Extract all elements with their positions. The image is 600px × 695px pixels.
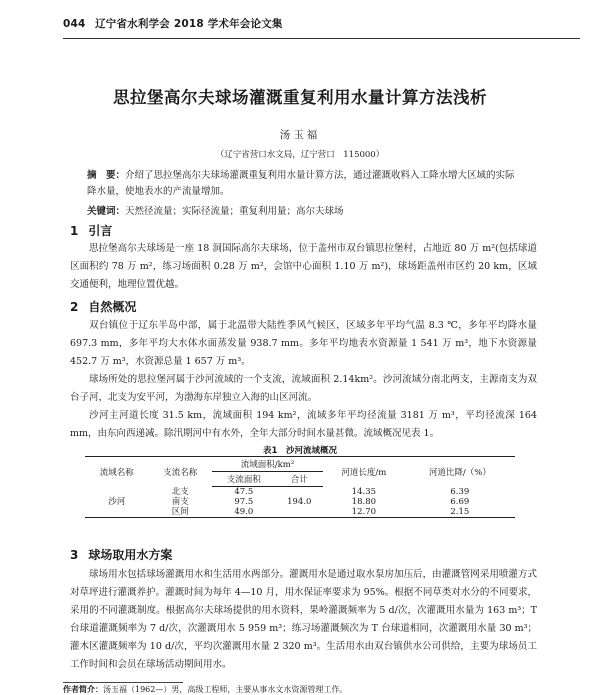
table-row xyxy=(85,487,515,498)
area-total-cell: 194.0 xyxy=(287,497,312,507)
section-title: 自然概况 xyxy=(88,300,137,314)
running-header xyxy=(63,16,580,39)
paragraph-river: 球场所处的思拉堡河属于沙河流域的一个支流，流域面积 2.14km²。沙河流域分南北两支，主源南支为双台子河，北支为安平河，为渤海东岸独立入海的山区河流。 xyxy=(70,374,537,403)
section-heading-intro xyxy=(70,222,112,239)
section-number: 2 xyxy=(70,300,79,314)
slope-cell: 6.69 xyxy=(450,497,470,507)
section-title: 引言 xyxy=(88,224,113,238)
author-affiliation: （辽宁省营口水文局，辽宁营口 115000） xyxy=(215,150,385,160)
basin-name-cell: 沙河 xyxy=(108,496,126,507)
area-cell: 47.5 xyxy=(234,487,254,497)
col-header-area: 流域面积/km² xyxy=(212,457,323,472)
length-cell: 18.80 xyxy=(351,497,377,507)
col-header-area-sub: 支流面积 xyxy=(212,472,276,487)
col-header-area-total: 合计 xyxy=(276,472,323,487)
paper-title: 思拉堡高尔夫球场灌溉重复利用水量计算方法浅析 xyxy=(113,88,487,107)
paragraph-intro: 思拉堡高尔夫球场是一座 18 洞国际高尔夫球场，位于盖州市双台镇思拉堡村，占地近 80 万 m²(包括球道区面积约 78 万 m²，练习场面积 0.28 万 m²，会馆中心面积 1.10 万 m²)，球场距盖州市区约 20 km，区域交通便利，地理位置优越。 xyxy=(70,243,537,290)
footnote-label: 作者简介： xyxy=(63,685,103,694)
basin-table xyxy=(85,456,515,518)
area-cell: 97.5 xyxy=(234,497,254,507)
keywords-text: 天然径流量；实际径流量；重复利用量；高尔夫球场 xyxy=(125,206,344,217)
section-number: 1 xyxy=(70,224,79,238)
abstract xyxy=(87,168,523,200)
branch-cell: 区间 xyxy=(171,507,189,517)
col-header-branch: 支流名称 xyxy=(163,467,198,478)
col-header-slope: 河道比降/（%） xyxy=(428,467,491,478)
slope-cell: 2.15 xyxy=(450,507,470,517)
section-heading-nature xyxy=(70,298,136,315)
length-cell: 12.70 xyxy=(351,507,377,517)
section-title: 球场取用水方案 xyxy=(88,548,173,562)
paragraph-mainstream: 沙河主河道长度 31.5 km，流域面积 194 km²，流域多年平均径流量 3181 万 m³，平均径流深 164 mm，由东向西递减。除汛期河中有水外，全年大部分时间水量甚微。流域概况见表 1。 xyxy=(70,410,537,439)
table-caption: 表1 沙河流域概况 xyxy=(263,446,337,456)
branch-cell: 北支 xyxy=(171,486,189,497)
slope-cell: 6.39 xyxy=(450,486,470,497)
length-cell: 14.35 xyxy=(351,486,377,497)
paragraph-water-plan: 球场用水包括球场灌溉用水和生活用水两部分。灌溉用水是通过取水泵房加压后，由灌溉管网采用喷灌方式对草坪进行灌溉养护。灌溉时间为每年 4—10 月，用水保证率要求为 95%。根据不同草类对水分的不同要求，采用的不同灌溉制度。根据高尔夫球场提供的用水资料，果岭灌溉频率为 5 d/次，次灌溉用水量为 163 m³；T 台球道灌溉频率为 7 d/次，次灌溉用水 5 959 m³；练习场灌溉频次为 T 台球道相同，次灌溉用水量 30 m³；灌木区灌溉频率为 10 d/次，平均次灌溉用水量 2 320 m³。生活用水由双台镇供水公司供给，主要为球场员工工作时间和会员在球场活动期间用水。 xyxy=(70,569,537,670)
abstract-label: 摘 要： xyxy=(87,170,126,181)
col-header-length: 河道长度/m xyxy=(341,467,387,478)
footnote-text: 汤玉福（1962—）男，高级工程师，主要从事水文水资源管理工作。 xyxy=(103,685,348,694)
journal-title: 辽宁省水利学会 2018 学术年会论文集 xyxy=(95,18,283,30)
paragraph-climate: 双台镇位于辽东半岛中部，属于北温带大陆性季风气候区，区域多年平均气温 8.3 ℃，多年平均降水量 697.3 mm，多年平均大水体水面蒸发量 938.7 mm。多年平均地表水资源量 1 541 万 m³，地下水资源量 452.7 万 m³，水资源总量 1 657 万 m³。 xyxy=(70,320,537,367)
author-footnote xyxy=(63,684,347,695)
keywords-label: 关键词： xyxy=(87,206,126,217)
footnote-rule xyxy=(63,682,183,683)
section-number: 3 xyxy=(70,548,79,562)
col-header-basin: 流域名称 xyxy=(99,467,134,478)
section-heading-water-plan xyxy=(70,546,172,563)
keywords xyxy=(87,203,523,217)
page-number: 044 xyxy=(63,18,86,30)
branch-cell: 南支 xyxy=(171,497,189,507)
author-name: 汤玉福 xyxy=(279,129,321,141)
abstract-text: 介绍了思拉堡高尔夫球场灌溉重复利用水量计算方法，通过灌溉收料入工降水增大区域的实际降水量，使地表水的产流量增加。 xyxy=(87,170,515,197)
area-cell: 49.0 xyxy=(234,507,254,517)
